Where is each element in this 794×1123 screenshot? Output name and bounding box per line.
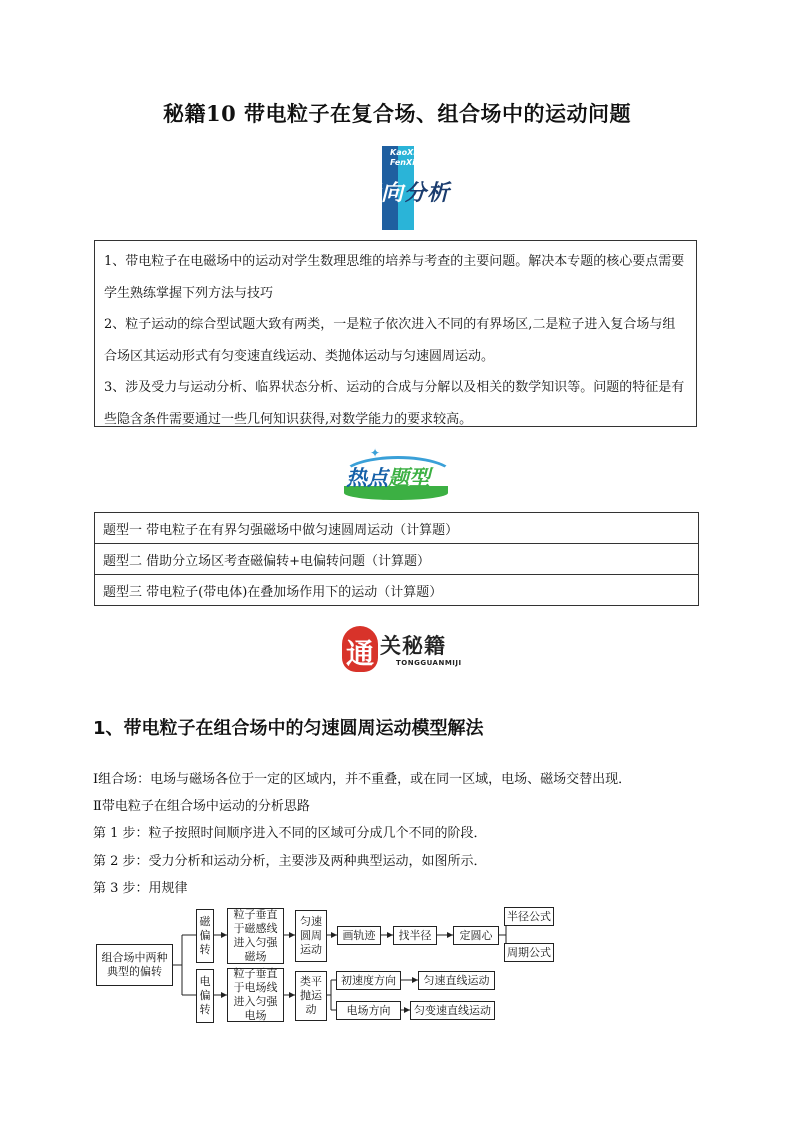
flow-accelerated-linear-motion: 匀变速直线运动: [410, 1001, 495, 1020]
body-line: Ⅰ组合场：电场与磁场各位于一定的区域内，并不重叠，或在同一区域，电场、磁场交替出现．: [93, 772, 632, 787]
flow-radius-formula: 半径公式: [504, 907, 554, 926]
flow-magnetic-deflection: 磁偏转: [196, 909, 214, 963]
badge-pinyin: KaoXiang FenXi: [390, 148, 433, 167]
question-type-cell: 题型二 借助分立场区考查磁偏转+电偏转问题（计算题）: [95, 544, 699, 575]
intro-paragraph: 1、带电粒子在电磁场中的运动对学生数理思维的培养与考查的主要问题。解决本专题的核心要点需要学生熟练掌握下列方法与技巧: [104, 254, 685, 301]
badge-text: 考向分析: [358, 181, 451, 206]
secrets-badge-logo: 通 关秘籍 TONGGUANMIJI: [342, 626, 458, 678]
flow-magnetic-condition: 粒子垂直于磁感线进入匀强磁场: [227, 908, 284, 964]
body-line: 第 2 步：受力分析和运动分析，主要涉及两种典型运动，如图所示．: [93, 854, 487, 869]
flow-field-direction: 电场方向: [336, 1001, 401, 1020]
flow-root-node: 组合场中两种典型的偏转: [96, 944, 173, 986]
flow-find-center: 定圆心: [453, 926, 499, 945]
flow-initial-velocity-direction: 初速度方向: [336, 971, 401, 990]
intro-paragraph: 3、涉及受力与运动分析、临界状态分析、运动的合成与分解以及相关的数学知识等。问题的特征是有些隐含条件需要通过一些几何知识获得,对数学能力的要求较高。: [104, 380, 685, 427]
body-line: 第 1 步：粒子按照时间顺序进入不同的区域可分成几个不同的阶段．: [93, 826, 487, 841]
body-line: 第 3 步：用规律: [93, 881, 188, 896]
flow-projectile-motion: 类平抛运动: [295, 971, 327, 1021]
flow-find-radius: 找半径: [393, 926, 437, 945]
intro-paragraph: 2、粒子运动的综合型试题大致有两类，一是粒子依次进入不同的有界场区,二是粒子进入复合场与组合场区其运动形式有匀变速直线运动、类抛体运动与匀速圆周运动。: [104, 317, 676, 364]
hot-topics-badge-logo: ✦ 热点题型: [340, 444, 452, 502]
question-type-cell: 题型一 带电粒子在有界匀强磁场中做匀速圆周运动（计算题）: [95, 513, 699, 544]
page-title: 秘籍10 带电粒子在复合场、组合场中的运动问题: [162, 101, 632, 126]
question-type-cell: 题型三 带电粒子(带电体)在叠加场作用下的运动（计算题）: [95, 575, 699, 606]
section-heading: 1、带电粒子在组合场中的匀速圆周运动模型解法: [93, 718, 484, 739]
flow-circular-motion: 匀速圆周运动: [295, 910, 327, 962]
body-line: Ⅱ带电粒子在组合场中运动的分析思路: [93, 799, 310, 814]
flow-period-formula: 周期公式: [504, 943, 554, 962]
flow-draw-track: 画轨迹: [337, 926, 381, 945]
flow-electric-deflection: 电偏转: [196, 969, 214, 1023]
flow-uniform-linear-motion: 匀速直线运动: [418, 971, 495, 990]
flow-electric-condition: 粒子垂直于电场线进入匀强电场: [227, 968, 284, 1022]
